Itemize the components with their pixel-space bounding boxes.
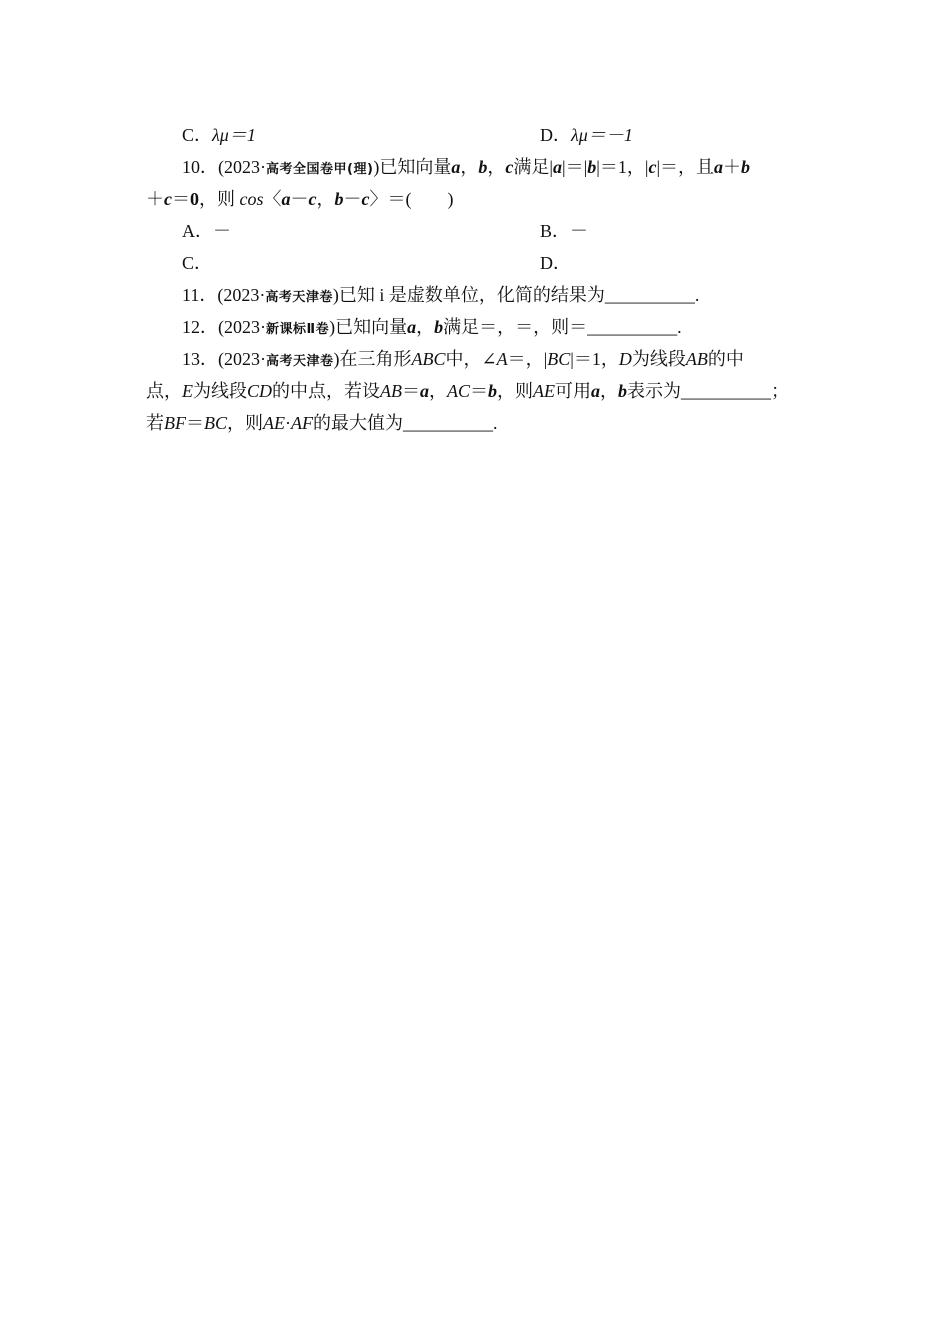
q10-stem-line2: ＋c＝0，则 cos〈a－c，b－c〉＝( ) [146,189,454,209]
q11-source: 高考天津卷 [265,290,333,305]
q13-source: 高考天津卷 [266,354,334,369]
q10-option-b: B．－ [540,221,589,241]
q12-source: 新课标Ⅱ卷 [266,322,330,337]
q9-options-cd [182,123,633,147]
q10-option-d: D． [540,253,571,273]
q13-stem-line2: 点，E为线段CD的中点，若设AB＝a，AC＝b，则AE可用a，b表示为__________； [146,381,790,401]
q13-stem-line3: 若BF＝BC，则AE·AF的最大值为__________. [146,413,498,433]
q9-option-d: D．λμ＝－1 [540,125,633,145]
q9-option-c: C．λμ＝1 [182,125,256,145]
q10-source: 高考全国卷甲(理) [266,162,374,177]
q10-options-ab [182,219,589,243]
q13-stem-line1: 13．(2023·高考天津卷)在三角形ABC中，∠A＝，|BC|＝1，D为线段AB的中 [182,349,744,369]
q10-option-c: C． [182,253,213,273]
q10-option-a: A．－ [182,221,231,241]
q10-options-cd [182,251,571,275]
q12-stem: 12．(2023·新课标Ⅱ卷)已知向量a，b满足＝，＝，则＝__________. [182,317,682,337]
q11-stem: 11．(2023·高考天津卷)已知 i 是虚数单位，化简的结果为__________. [182,285,700,305]
q10-stem-line1: 10．(2023·高考全国卷甲(理))已知向量a，b，c满足|a|＝|b|＝1，|c|＝，且a＋b [182,157,751,177]
